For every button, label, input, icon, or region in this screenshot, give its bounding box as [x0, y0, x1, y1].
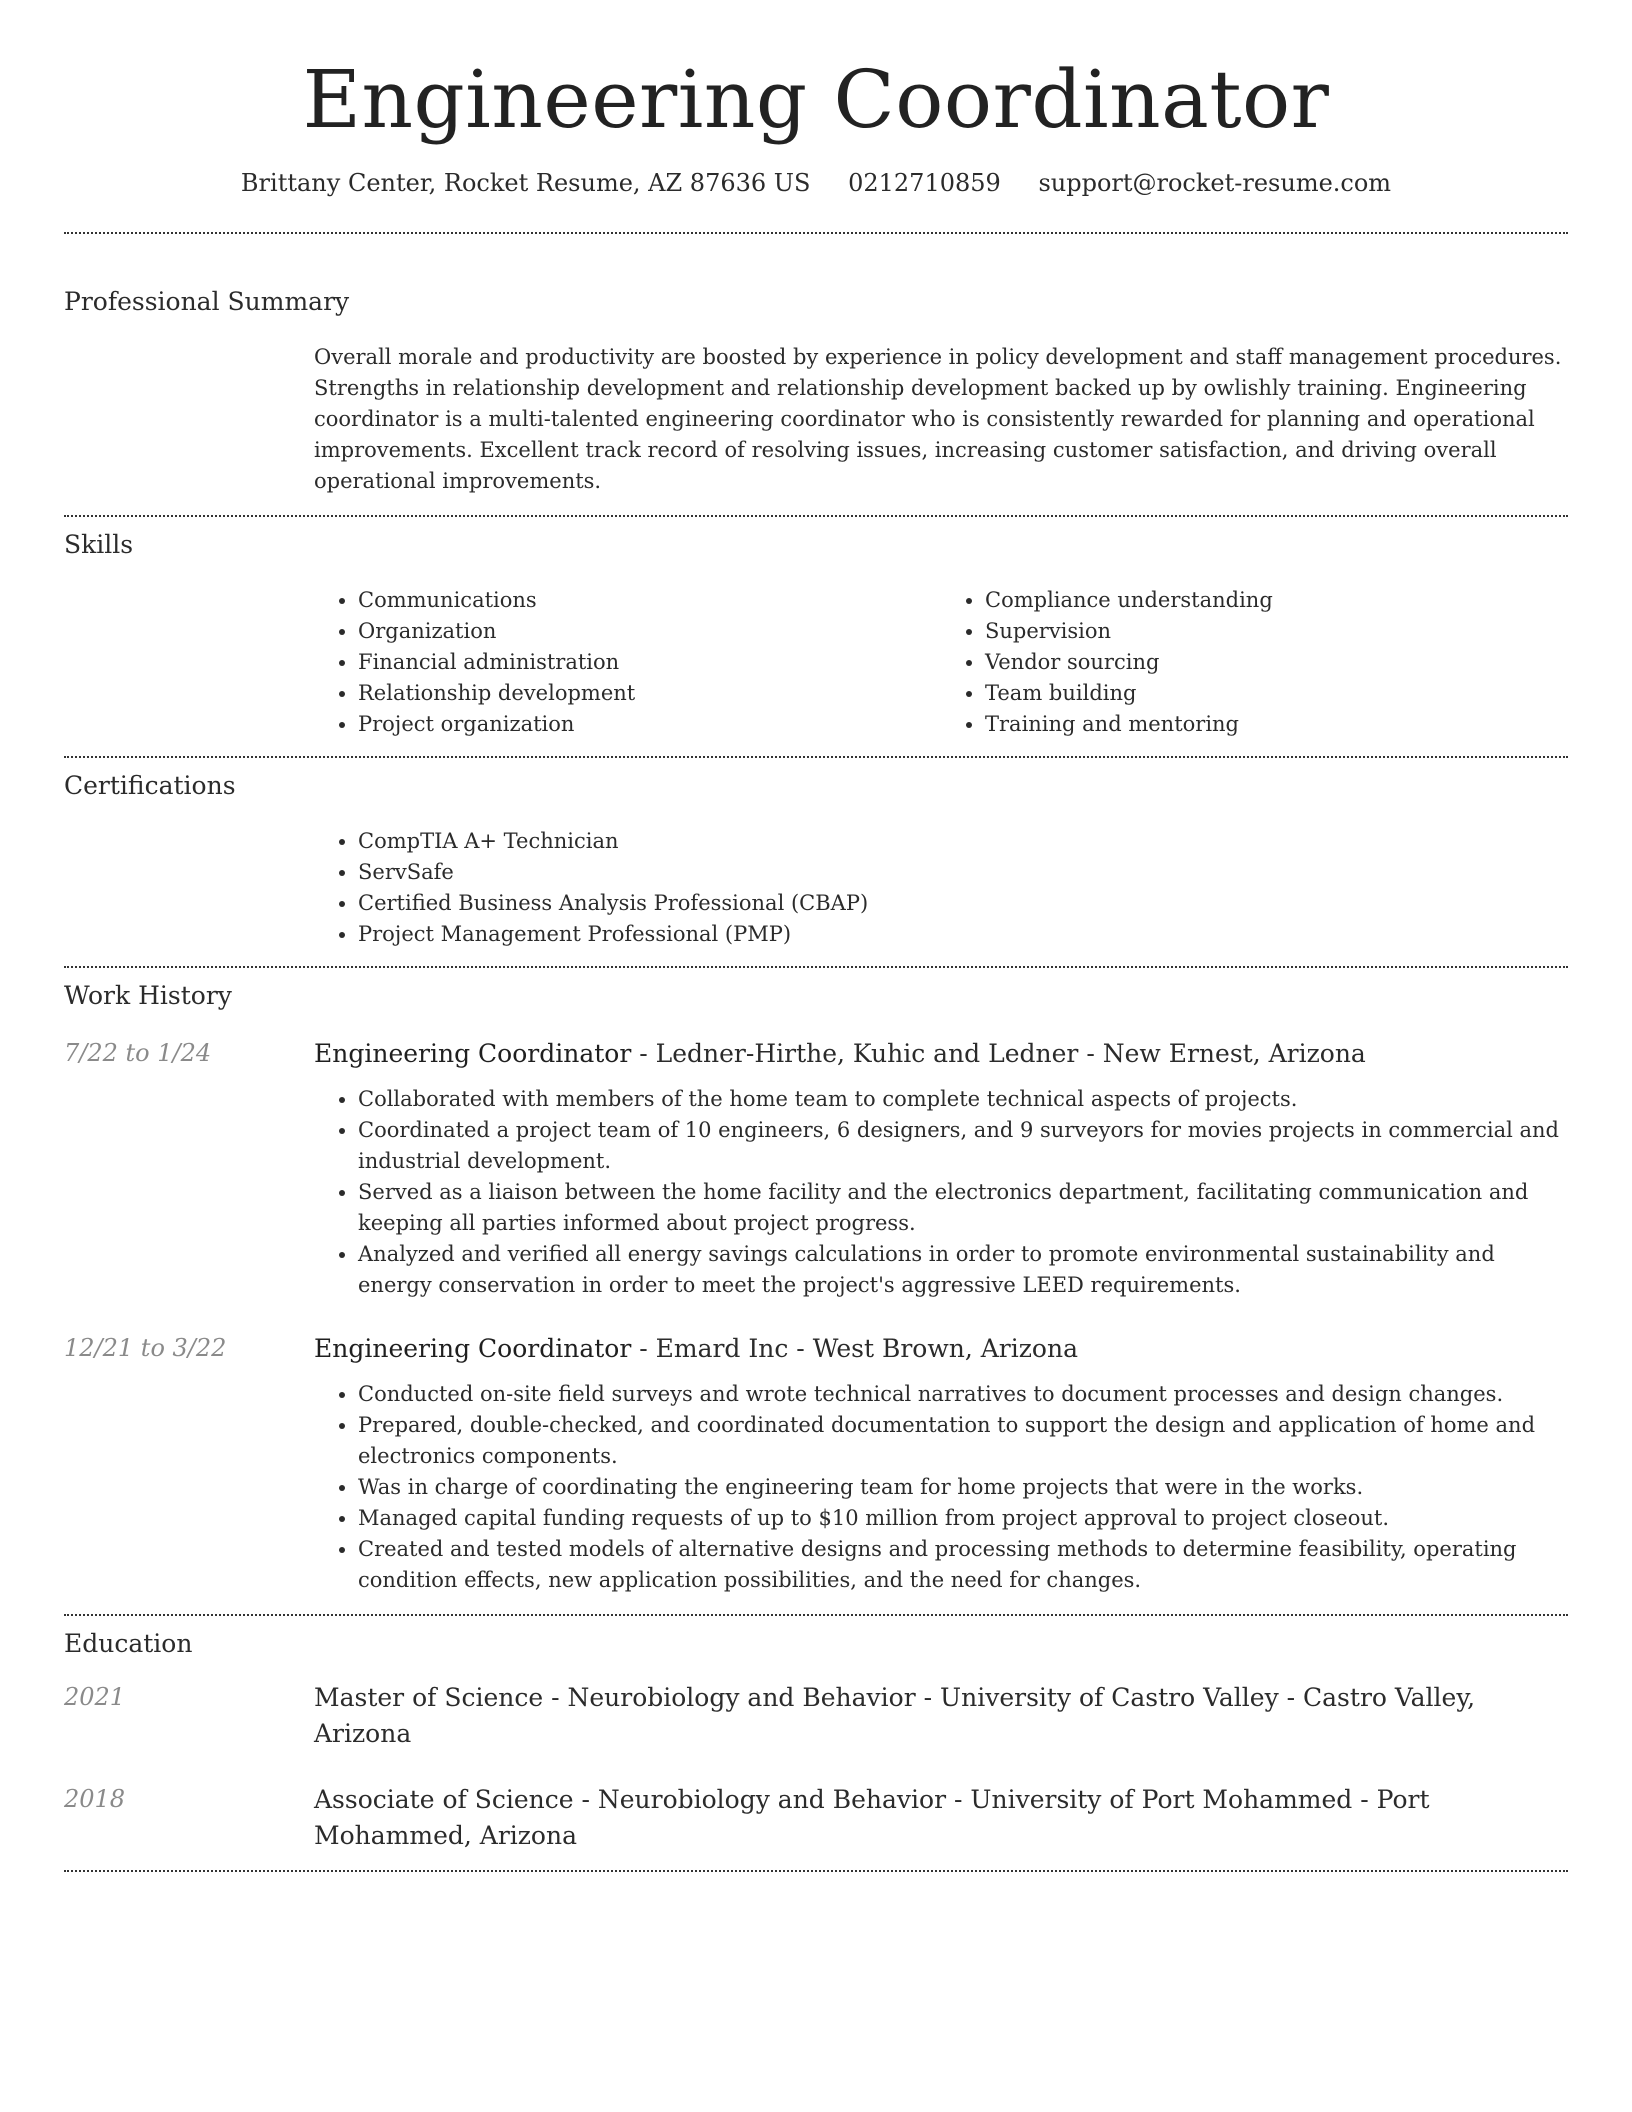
job-bullet: • Created and tested models of alternative designs and processing methods to determine feasibility, operating condition effects, new application possibilities, and the need for changes. — [358, 1534, 1568, 1596]
certification-item: • ServSafe — [358, 857, 1568, 888]
job-dates: 12/21 to 3/22 — [64, 1334, 227, 1362]
education-heading: Education — [64, 1629, 193, 1658]
resume-page — [64, 0, 1568, 1872]
job-bullet: • Conducted on-site field surveys and wrote technical narratives to document processes and design changes. — [358, 1379, 1568, 1410]
skill-item: • Communications — [358, 585, 941, 616]
skills-section — [64, 517, 1568, 756]
certification-item: • Certified Business Analysis Professional (CBAP) — [358, 888, 1568, 919]
summary-heading: Professional Summary — [64, 287, 350, 316]
skill-item: • Supervision — [985, 616, 1568, 647]
job-bullet: • Managed capital funding requests of up to $10 million from project approval to project closeout. — [358, 1503, 1568, 1534]
contact-email: support@rocket-resume.com — [1038, 169, 1392, 197]
job-employer: - Emard Inc - West Brown, Arizona — [631, 1334, 1078, 1363]
work-history-section — [64, 968, 1568, 1614]
certifications-section — [64, 758, 1568, 966]
education-year: 2018 — [64, 1785, 126, 1813]
section-divider — [64, 1870, 1568, 1872]
job-title — [314, 1331, 1568, 1367]
certification-item: • CompTIA A+ Technician — [358, 826, 1568, 857]
contact-phone: 0212710859 — [848, 169, 1001, 197]
education-title — [314, 1680, 1568, 1752]
education-degree: Associate of Science - Neurobiology and Behavior — [314, 1785, 947, 1814]
summary-section — [64, 234, 1568, 515]
education-year: 2021 — [64, 1683, 126, 1711]
certification-item: • Project Management Professional (PMP) — [358, 919, 1568, 950]
education-section — [64, 1616, 1568, 1870]
summary-text: Overall morale and productivity are boosted by experience in policy development and staff management procedures. Strengths in relationship development and relationship development backed up by owlishly training. Engineering coordinator is a multi-talented engineering coordinator who is consistently rewarded for planning and operational improvements. Excellent track record of resolving issues, increasing customer satisfaction, and driving overall operational improvements. — [314, 345, 1562, 493]
job-title — [314, 1036, 1568, 1072]
education-entry — [64, 1782, 1568, 1854]
skills-list-right — [941, 585, 1568, 740]
job-bullet: • Coordinated a project team of 10 engineers, 6 designers, and 9 surveyors for movies projects in commercial and industrial development. — [358, 1115, 1568, 1177]
certifications-heading: Certifications — [64, 771, 236, 800]
skill-item: • Financial administration — [358, 647, 941, 678]
job-entry — [64, 1036, 1568, 1301]
skill-item: • Training and mentoring — [985, 709, 1568, 740]
job-bullet: • Collaborated with members of the home team to complete technical aspects of projects. — [358, 1084, 1568, 1115]
job-role: Engineering Coordinator — [314, 1039, 632, 1068]
education-title — [314, 1782, 1568, 1854]
education-school: - University of Castro Valley - Castro Valley, Arizona — [314, 1683, 1476, 1748]
resume-name: Engineering Coordinator — [302, 53, 1330, 146]
skill-item: • Relationship development — [358, 678, 941, 709]
job-bullets — [314, 1084, 1568, 1301]
work-history-heading: Work History — [64, 981, 232, 1010]
skills-heading: Skills — [64, 530, 134, 559]
skill-item: • Organization — [358, 616, 941, 647]
education-school: - University of Port Mohammed - Port Mohammed, Arizona — [314, 1785, 1430, 1850]
job-bullet: • Analyzed and verified all energy savings calculations in order to promote environmental sustainability and energy conservation in order to meet the project's aggressive LEED requirements. — [358, 1239, 1568, 1301]
job-bullet: • Served as a liaison between the home facility and the electronics department, facilitating communication and keeping all parties informed about project progress. — [358, 1177, 1568, 1239]
job-employer: - Ledner-Hirthe, Kuhic and Ledner - New Ernest, Arizona — [631, 1039, 1366, 1068]
contact-line — [64, 168, 1568, 198]
skill-item: • Project organization — [358, 709, 941, 740]
skill-item: • Compliance understanding — [985, 585, 1568, 616]
job-entry — [64, 1331, 1568, 1596]
job-role: Engineering Coordinator — [314, 1334, 632, 1363]
job-bullet: • Was in charge of coordinating the engineering team for home projects that were in the works. — [358, 1472, 1568, 1503]
job-bullet: • Prepared, double-checked, and coordinated documentation to support the design and application of home and electronics components. — [358, 1410, 1568, 1472]
contact-address: Brittany Center, Rocket Resume, AZ 87636 US — [240, 169, 811, 197]
skills-list-left — [314, 585, 941, 740]
skill-item: • Vendor sourcing — [985, 647, 1568, 678]
education-degree: Master of Science - Neurobiology and Behavior — [314, 1683, 916, 1712]
skill-item: • Team building — [985, 678, 1568, 709]
education-entry — [64, 1680, 1568, 1752]
certifications-list — [314, 826, 1568, 950]
job-dates: 7/22 to 1/24 — [64, 1039, 212, 1067]
job-bullets — [314, 1379, 1568, 1596]
